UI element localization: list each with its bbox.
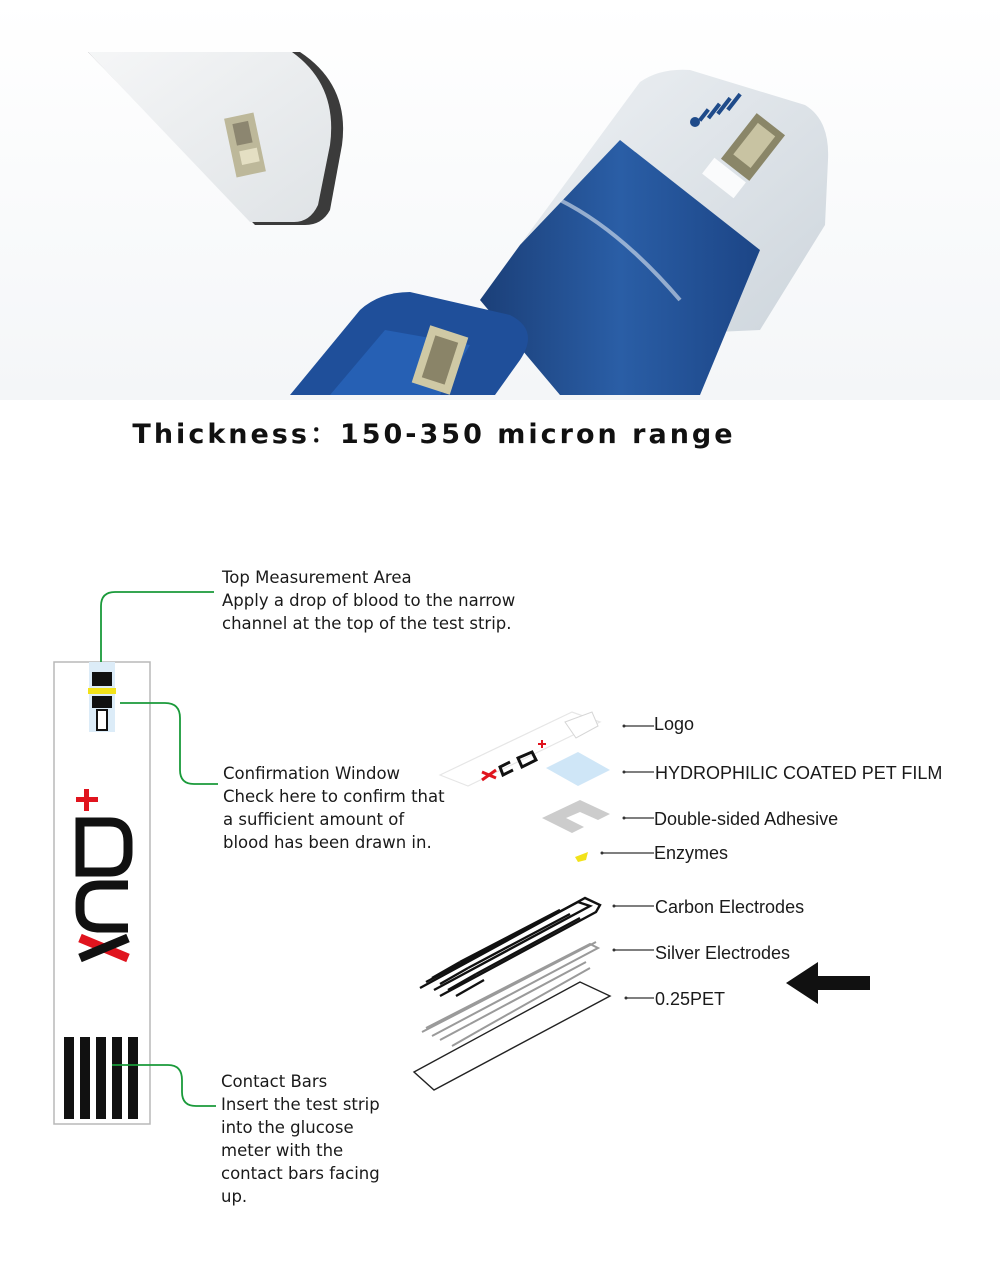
layer-connectors: [602, 726, 654, 998]
annotation-title: Contact Bars: [221, 1072, 328, 1091]
connector-ticks: [601, 725, 628, 1000]
layer-pet: [414, 982, 610, 1090]
layer-film: [546, 752, 610, 786]
annotation-top-area: [222, 566, 515, 635]
annotation-line: Insert the test strip: [221, 1095, 380, 1114]
annotation-line: a sufficient amount of: [223, 810, 405, 829]
thickness-headline: Thickness：150-350 micron range: [132, 419, 736, 450]
layer-enzymes: [575, 852, 588, 862]
annotation-confirmation: [223, 762, 445, 854]
annotation-contact-bars: [221, 1070, 380, 1208]
annotation-title: Confirmation Window: [223, 764, 401, 783]
layer-label-film: HYDROPHILIC COATED PET FILM: [655, 763, 943, 783]
layer-label-carbon: Carbon Electrodes: [655, 897, 805, 917]
annotation-line: Check here to confirm that: [223, 787, 445, 806]
layer-label-enzymes: Enzymes: [654, 843, 729, 863]
layer-adhesive: [542, 800, 610, 833]
annotation-line: meter with the: [221, 1141, 344, 1160]
arrow-left-icon: [786, 962, 870, 1004]
layer-label-silver: Silver Electrodes: [655, 943, 791, 963]
layer-label-pet: 0.25PET: [655, 989, 726, 1009]
annotation-line: Apply a drop of blood to the narrow: [222, 591, 516, 610]
annotation-line: contact bars facing: [221, 1164, 380, 1183]
annotation-line: blood has been drawn in.: [223, 833, 432, 852]
layer-carbon: [420, 898, 600, 996]
confirmation-window: [88, 688, 116, 694]
annotation-line: into the glucose: [221, 1118, 354, 1137]
test-strip-front: [54, 662, 150, 1124]
annotation-line: channel at the top of the test strip.: [222, 614, 512, 633]
annotation-line: up.: [221, 1187, 248, 1206]
layer-label-adhesive: Double-sided Adhesive: [654, 809, 839, 829]
layer-label-logo: Logo: [654, 714, 695, 734]
annotation-title: Top Measurement Area: [222, 568, 412, 587]
